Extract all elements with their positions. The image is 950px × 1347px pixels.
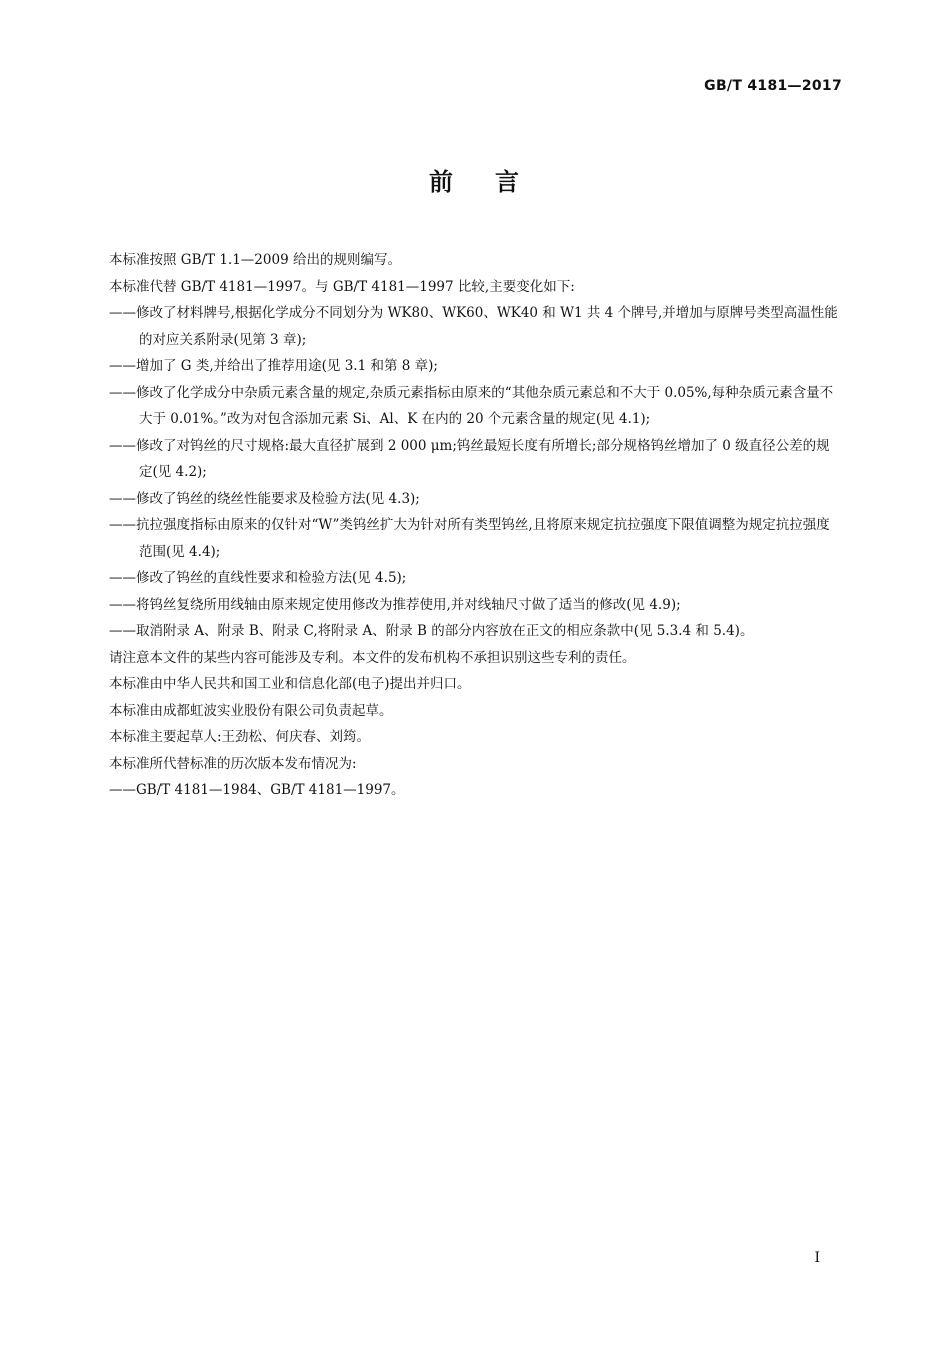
change-item: ——修改了化学成分中杂质元素含量的规定,杂质元素指标由原来的“其他杂质元素总和不大于 0.05%,每种杂质元素含量不大于 0.01%。”改为对包含添加元素 Si、Al、K 在内的 20 个元素含量的规定(见 4.1); bbox=[109, 384, 834, 427]
paragraph-drafting-rules: 本标准按照 GB/T 1.1—2009 给出的规则编写。 bbox=[109, 252, 401, 268]
page-title bbox=[0, 162, 950, 197]
paragraph-history-intro: 本标准所代替标准的历次版本发布情况为: bbox=[109, 755, 357, 772]
change-item: ——修改了材料牌号,根据化学成分不同划分为 WK80、WK60、WK40 和 W1 共 4 个牌号,并增加与原牌号类型高温性能的对应关系附录(见第 3 章); bbox=[109, 305, 838, 348]
title-char-2: 言 bbox=[495, 168, 521, 196]
paragraph-replaces: 本标准代替 GB/T 4181—1997。与 GB/T 4181—1997 比较,主要变化如下: bbox=[109, 278, 575, 295]
paragraph-proposer: 本标准由中华人民共和国工业和信息化部(电子)提出并归口。 bbox=[109, 676, 471, 692]
change-item: ——抗拉强度指标由原来的仅针对“W”类钨丝扩大为针对所有类型钨丝,且将原来规定抗拉强度下限值调整为规定抗拉强度范围(见 4.4); bbox=[109, 517, 830, 560]
standard-number: GB/T 4181—2017 bbox=[704, 78, 842, 94]
paragraph-drafting-unit: 本标准由成都虹波实业股份有限公司负责起草。 bbox=[109, 702, 393, 719]
change-item: ——修改了对钨丝的尺寸规格:最大直径扩展到 2 000 μm;钨丝最短长度有所增长;部分规格钨丝增加了 0 级直径公差的规定(见 4.2); bbox=[109, 437, 830, 480]
change-item: ——修改了钨丝的绕丝性能要求及检验方法(见 4.3); bbox=[109, 490, 420, 507]
paragraph-drafters: 本标准主要起草人:王劲松、何庆春、刘筠。 bbox=[109, 729, 371, 745]
change-item: ——取消附录 A、附录 B、附录 C,将附录 A、附录 B 的部分内容放在正文的相应条款中(见 5.3.4 和 5.4)。 bbox=[109, 623, 754, 639]
page-number: I bbox=[814, 1250, 820, 1266]
change-item: ——修改了钨丝的直线性要求和检验方法(见 4.5); bbox=[109, 570, 407, 586]
paragraph-patent-notice: 请注意本文件的某些内容可能涉及专利。本文件的发布机构不承担识别这些专利的责任。 bbox=[109, 649, 636, 666]
foreword-body bbox=[109, 247, 843, 804]
change-item: ——将钨丝复绕所用线轴由原来规定使用修改为推荐使用,并对线轴尺寸做了适当的修改(见 4.9); bbox=[109, 596, 681, 613]
title-char-1: 前 bbox=[429, 168, 455, 196]
history-item: ——GB/T 4181—1984、GB/T 4181—1997。 bbox=[109, 782, 405, 798]
change-item: ——增加了 G 类,并给出了推荐用途(见 3.1 和第 8 章); bbox=[109, 358, 438, 374]
